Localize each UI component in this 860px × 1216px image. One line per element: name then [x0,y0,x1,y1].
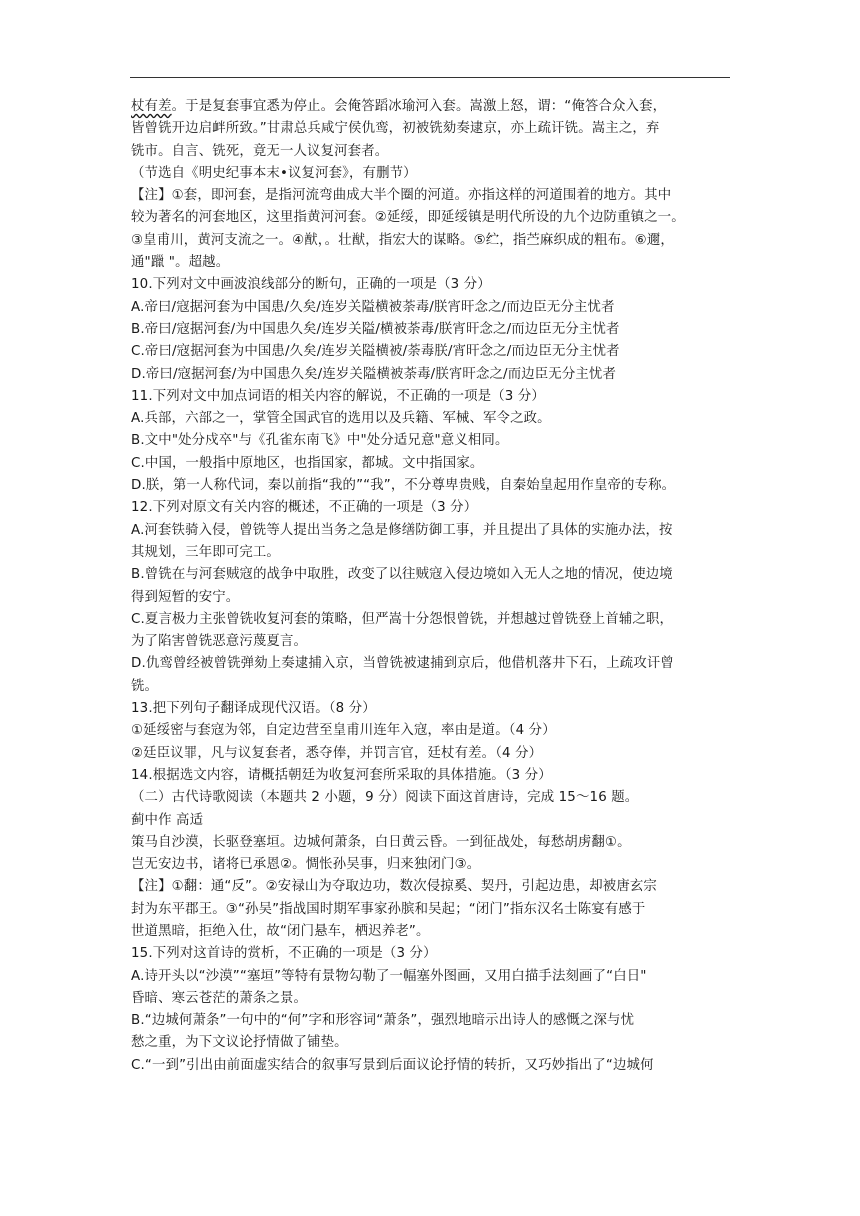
poem-note-line: 【注】①翻：通“反”。②安禄山为夺取边功，数次侵掠奚、契丹，引起边患，却被唐玄宗 [131,879,657,895]
poem-line: 策马自沙漠，长驱登塞垣。边城何萧条，白日黄云昏。一到征战处，每愁胡虏翻①。 [131,834,631,850]
q12-option-d-cont: 铣。 [131,678,159,694]
passage-line: 铣市。自言、铣死，竟无一人议复河套者。 [131,143,389,159]
question-12-stem: 12.下列对原文有关内容的概述，不正确的一项是（3 分） [131,500,478,516]
note-line: 【注】①套，即河套，是指河流弯曲成大半个圈的河道。亦指这样的河道围着的地方。其中 [131,188,672,204]
question-13-stem: 13.把下列句子翻译成现代汉语。（8 分） [131,701,376,717]
q12-option-c-cont: 为了陷害曾铣恶意污蔑夏言。 [131,634,308,650]
q12-option-c: C.夏言极力主张曾铣收复河套的策略，但严嵩十分怨恨曾铣，并想越过曾铣登上首辅之职， [131,611,673,627]
q11-option-c: C.中国，一般指中原地区，也指国家，都城。文中指国家。 [131,455,484,471]
q11-option-b: B.文中"处分戍卒"与《孔雀东南飞》中"处分适兄意"意义相同。 [131,433,509,449]
q10-option-c: C.帝曰/寇据河套为中国患/久矣/连岁关隘横被/荼毒朕/宵旰念之/而边臣无分主忧者 [131,344,620,360]
q15-option-a-cont: 昏暗、寒云苍茫的萧条之景。 [131,990,308,1006]
exam-page [131,96,731,1077]
question-15-stem: 15.下列对这首诗的赏析，不正确的一项是（3 分） [131,946,437,962]
q15-option-c: C.“一到”引出由前面虚实结合的叙事写景到后面议论抒情的转折，又巧妙指出了“边城何 [131,1057,654,1073]
q15-option-b: B.“边城何萧条”一句中的“何”字和形容词“萧条”，强烈地暗示出诗人的感慨之深与忧 [131,1013,635,1029]
q15-option-b-cont: 愁之重，为下文议论抒情做了铺垫。 [131,1035,348,1051]
q12-option-b: B.曾铣在与河套贼寇的战争中取胜，改变了以往贼寇入侵边境如入无人之地的情况，使边境 [131,567,673,583]
q10-option-b: B.帝曰/寇据河套/为中国患久矣/连岁关隘/横被荼毒/朕宵旰念之/而边臣无分主忧者 [131,321,620,337]
note-line: 通"躐 "。超越。 [131,255,230,271]
poem-title: 蓟中作 高适 [131,812,204,828]
note-line: 较为著名的河套地区，这里指黄河河套。②延绥，即延绥镇是明代所设的九个边防重镇之一。 [131,210,685,226]
source-citation: （节选自《明史纪事本末•议复河套》，有删节） [131,165,417,181]
q10-option-d: D.帝曰/寇据河套/为中国患久矣/连岁关隘横被荼毒/朕宵旰念之/而边臣无分主忧者 [131,366,617,382]
q10-option-a: A.帝曰/寇据河套为中国患/久矣/连岁关隘横被荼毒/朕宵旰念之/而边臣无分主忧者 [131,299,615,315]
q12-option-a-cont: 其规划，三年即可完工。 [131,544,280,560]
q13-sentence-2: ②廷臣议罪，凡与议复套者，悉夺俸，并罚言官，廷杖有差。（4 分） [131,745,543,761]
section-2-heading: （二）古代诗歌阅读（本题共 2 小题，9 分）阅读下面这首唐诗，完成 15～16 题。 [131,790,639,806]
poem-line: 岂无安边书，诸将已承恩②。惆怅孙吴事，归来独闭门③。 [131,857,481,873]
passage-line: 皆曾铣开边启衅所致。”甘肃总兵咸宁侯仇鸾，初被铣劾奏逮京，亦上疏讦铣。嵩主之，弃 [131,121,660,137]
q11-option-d: D.朕，第一人称代词，秦以前指“我的”“我”，不分尊卑贵贱，自秦始皇起用作皇帝的专称。 [131,478,676,494]
poem-note-line: 封为东平郡王。③“孙吴”指战国时期军事家孙膑和吴起；“闭门”指东汉名士陈宴有感于 [131,901,646,917]
question-10-stem: 10.下列对文中画波浪线部分的断句，正确的一项是（3 分） [131,277,491,293]
question-14-stem: 14.根据选文内容，请概括朝廷为收复河套所采取的具体措施。（3 分） [131,767,552,783]
passage-line: 杖有差。于是复套事宜悉为停止。会俺答蹈冰瑜河入套。嵩激上怒，谓：“俺答合众入套， [131,99,667,114]
poem-note-line: 世道黑暗，拒绝入仕，故“闭门悬车，栖迟养老”。 [131,923,430,939]
note-line: ③皇甫川，黄河支流之一。④猷，。壮猷，指宏大的谋略。⑤纻，指苎麻织成的粗布。⑥邇， [131,232,674,248]
q12-option-d: D.仇鸾曾经被曾铣弹劾上奏逮捕入京，当曾铣被逮捕到京后，他借机落井下石，上疏攻讦曾 [131,656,674,672]
q11-option-a: A.兵部，六部之一，掌管全国武官的选用以及兵籍、军械、军令之政。 [131,411,551,427]
q15-option-a: A.诗开头以“沙漠”“塞垣”等特有景物勾勒了一幅塞外图画，又用白描手法刻画了“白日" [131,968,647,984]
q12-option-a: A.河套铁骑入侵，曾铣等人提出当务之急是修缮防御工事，并且提出了具体的实施办法，按 [131,522,673,538]
header-rule [130,77,730,78]
q12-option-b-cont: 得到短暂的安宁。 [131,589,240,605]
q13-sentence-1: ①延绥密与套寇为邻，自定边营至皇甫川连年入寇，率由是道。（4 分） [131,723,556,739]
wavy-underlined-text: 杖有差 [131,99,172,114]
question-11-stem: 11.下列对文中加点词语的相关内容的解说，不正确的一项是（3 分） [131,388,545,404]
